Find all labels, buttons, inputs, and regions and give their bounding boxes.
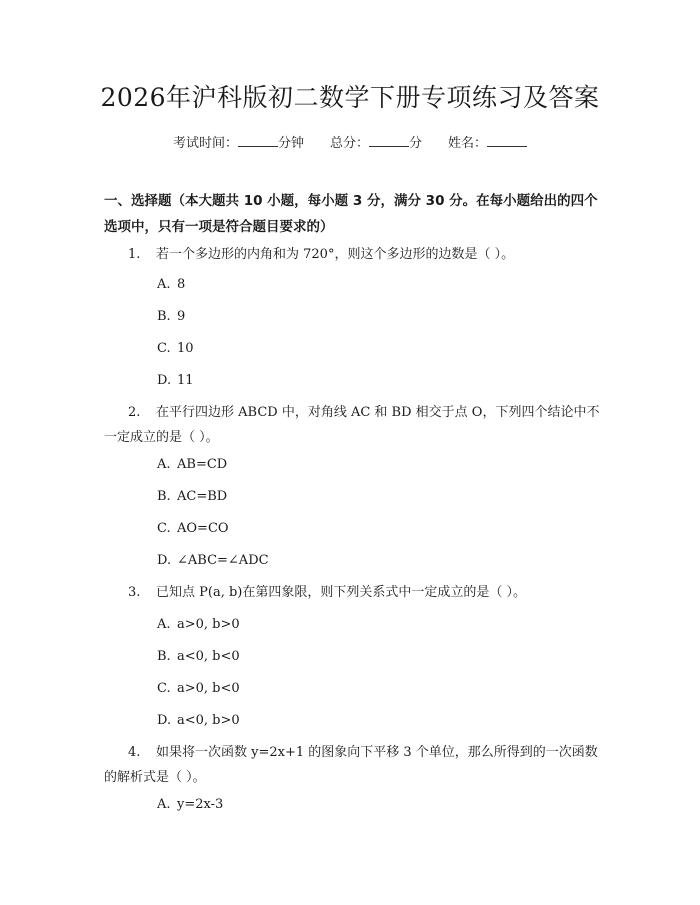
total-score-field bbox=[330, 136, 422, 151]
exam-info-line bbox=[0, 132, 700, 151]
option-text: a<0, b<0 bbox=[177, 649, 240, 664]
question-number: 3. bbox=[128, 585, 141, 600]
question-4 bbox=[104, 740, 604, 790]
option-text: AO=CO bbox=[177, 521, 229, 536]
option-2d bbox=[157, 552, 269, 570]
option-letter: C. bbox=[157, 521, 171, 536]
option-4a bbox=[157, 796, 223, 814]
question-text: 如果将一次函数 y=2x+1 的图象向下平移 3 个单位，那么所得到的一次函数的解析式是（ ）。 bbox=[104, 745, 598, 785]
option-letter: A. bbox=[157, 277, 171, 292]
option-text: a>0, b<0 bbox=[177, 681, 240, 696]
name-blank[interactable] bbox=[487, 134, 527, 147]
option-text: 9 bbox=[177, 309, 186, 324]
question-1 bbox=[104, 242, 604, 267]
total-score-unit: 分 bbox=[409, 136, 423, 151]
option-text: AB=CD bbox=[177, 457, 228, 472]
name-field bbox=[448, 136, 527, 151]
option-letter: B. bbox=[157, 649, 171, 664]
question-number: 4. bbox=[128, 745, 141, 760]
option-letter: D. bbox=[157, 553, 172, 568]
option-3d bbox=[157, 712, 240, 730]
exam-time-field bbox=[173, 136, 304, 151]
page-title: 2026年沪科版初二数学下册专项练习及答案 bbox=[100, 83, 600, 112]
question-number: 2. bbox=[128, 405, 141, 420]
option-text: 11 bbox=[177, 373, 194, 388]
option-2b bbox=[157, 488, 227, 506]
section-heading: 一、选择题（本大题共 10 小题，每小题 3 分，满分 30 分。在每小题给出的四个选项中，只有一项是符合题目要求的） bbox=[104, 193, 598, 235]
option-text: a<0, b>0 bbox=[177, 713, 240, 728]
option-text: y=2x-3 bbox=[177, 797, 224, 812]
option-text: 10 bbox=[177, 341, 194, 356]
option-text: 8 bbox=[177, 277, 186, 292]
total-score-label: 总分： bbox=[329, 136, 369, 151]
option-text: AC=BD bbox=[177, 489, 228, 504]
option-letter: B. bbox=[157, 489, 171, 504]
option-letter: A. bbox=[157, 457, 171, 472]
question-text: 在平行四边形 ABCD 中，对角线 AC 和 BD 相交于点 O，下列四个结论中不一定成立的是（ ）。 bbox=[104, 405, 600, 445]
name-label: 姓名： bbox=[448, 136, 488, 151]
option-1c bbox=[157, 340, 194, 358]
question-text: 若一个多边形的内角和为 720°，则这个多边形的边数是（ ）。 bbox=[156, 247, 515, 262]
option-text: a>0, b>0 bbox=[177, 617, 240, 632]
exam-time-unit: 分钟 bbox=[277, 136, 304, 151]
question-2 bbox=[104, 400, 604, 450]
option-3a bbox=[157, 616, 240, 634]
option-1a bbox=[157, 276, 185, 294]
question-text: 已知点 P(a, b)在第四象限，则下列关系式中一定成立的是（ ）。 bbox=[156, 585, 526, 600]
option-letter: B. bbox=[157, 309, 171, 324]
option-letter: A. bbox=[157, 617, 171, 632]
option-2c bbox=[157, 520, 229, 538]
option-1d bbox=[157, 372, 194, 390]
option-letter: A. bbox=[157, 797, 171, 812]
option-2a bbox=[157, 456, 227, 474]
option-3c bbox=[157, 680, 240, 698]
option-letter: D. bbox=[157, 713, 172, 728]
option-letter: C. bbox=[157, 341, 171, 356]
exam-time-blank[interactable] bbox=[238, 134, 278, 147]
question-3 bbox=[104, 580, 604, 605]
option-letter: D. bbox=[157, 373, 172, 388]
option-1b bbox=[157, 308, 185, 326]
option-3b bbox=[157, 648, 240, 666]
exam-time-label: 考试时间： bbox=[172, 136, 238, 151]
option-text: ∠ABC=∠ADC bbox=[177, 553, 269, 568]
option-letter: C. bbox=[157, 681, 171, 696]
question-number: 1. bbox=[128, 247, 141, 262]
total-score-blank[interactable] bbox=[369, 134, 409, 147]
